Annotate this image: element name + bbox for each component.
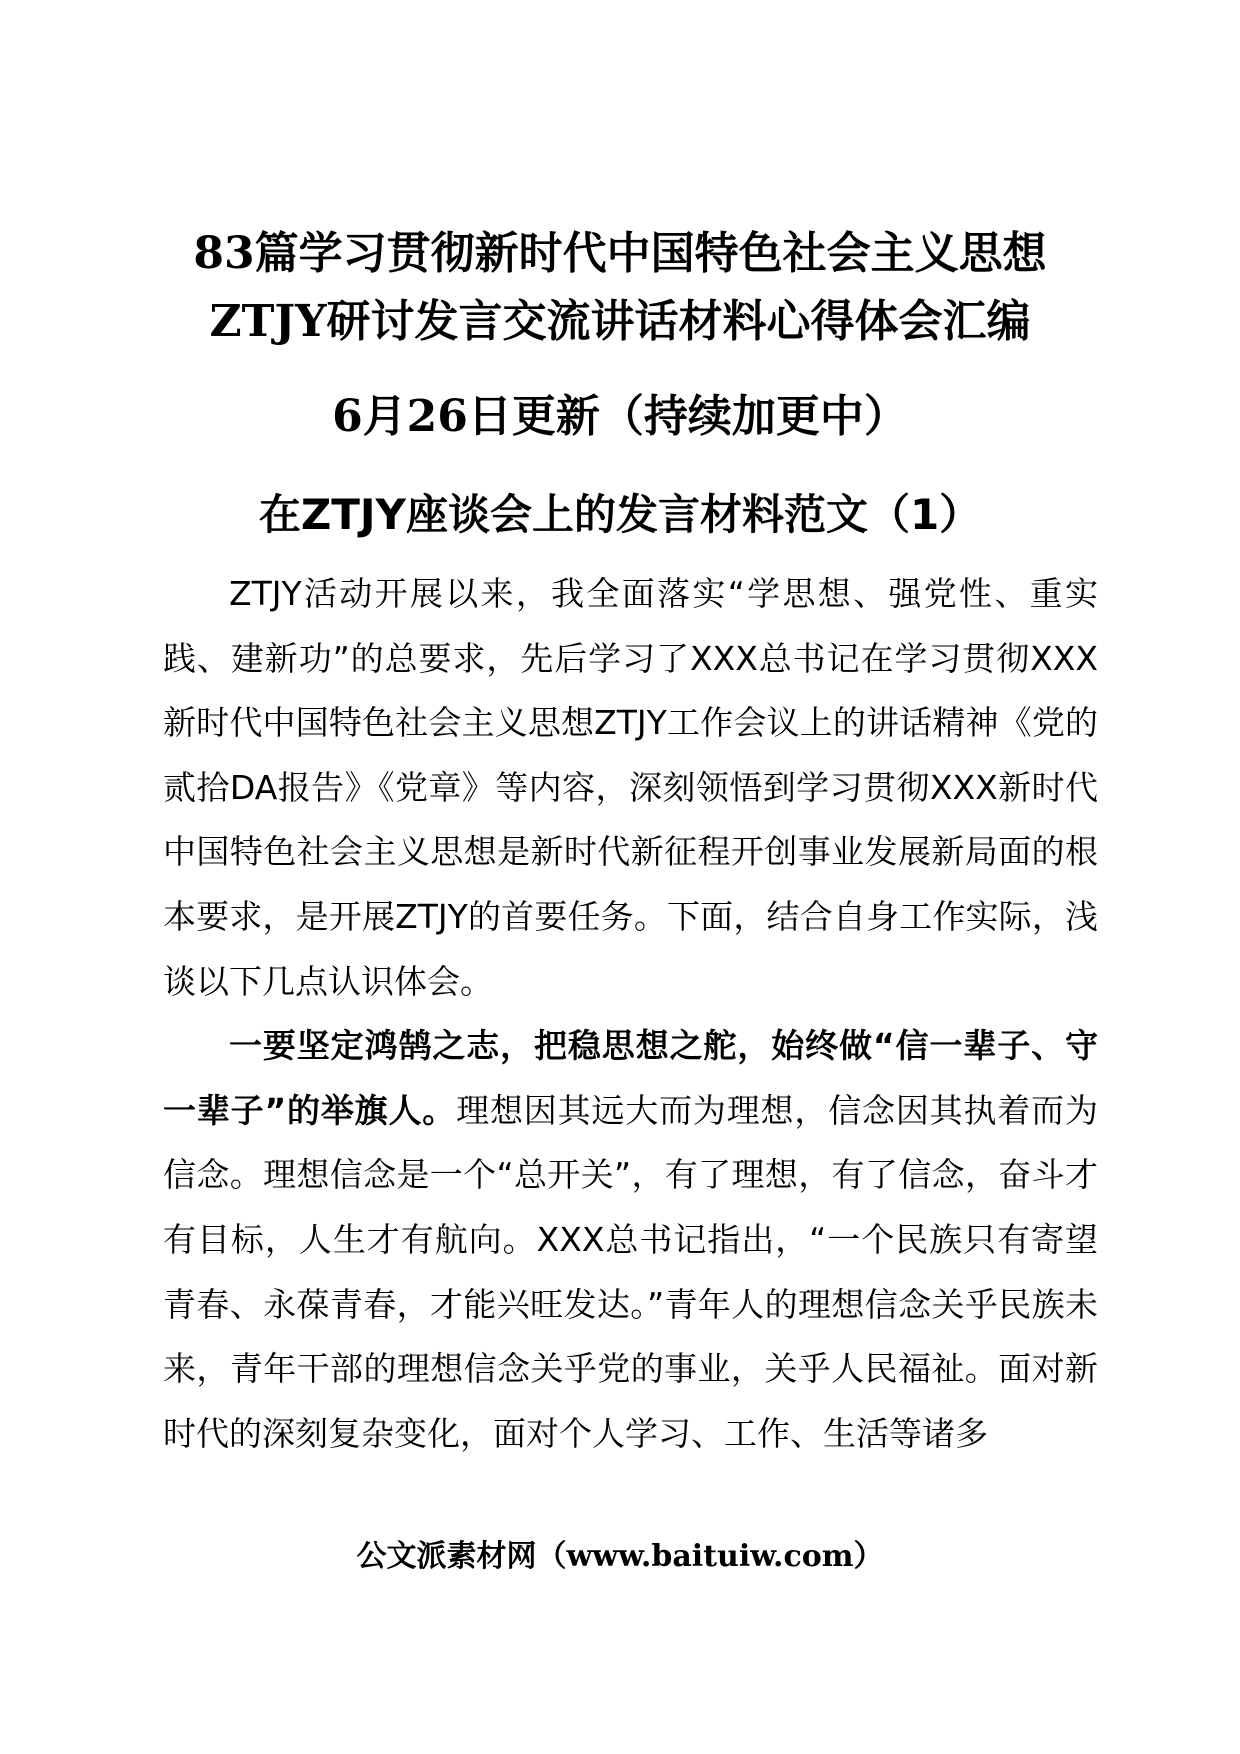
document-title-line-2: ZTJY研讨发言交流讲话材料心得体会汇编 — [209, 296, 1031, 347]
document-body — [163, 562, 1098, 1466]
paragraph-2-lead: 一要坚定鸿鹄之志，把稳思想之舵，始终做“信一辈子、守一辈子”的举旗人。 — [163, 1026, 1098, 1130]
paragraph-2 — [163, 1014, 1098, 1466]
paragraph-1-text: ZTJY活动开展以来，我全面落实“学思想、强党性、重实践、建新功”的总要求，先后学习了XXX总书记在学习贯彻XXX新时代中国特色社会主义思想ZTJY工作会议上的讲话精神《党的贰拾DA报告》《党章》等内容，深刻领悟到学习贯彻XXX新时代中国特色社会主义思想是新时代新征程开创事业发展新局面的根本要求，是开展ZTJY的首要任务。下面，结合自身工作实际，浅谈以下几点认识体会。 — [163, 574, 1098, 1001]
page-footer: 公文派素材网（www.baituiw.com） — [356, 1539, 884, 1574]
document-title-line-3: 6月26日更新（持续加更中） — [332, 391, 908, 442]
paragraph-1 — [163, 562, 1098, 1014]
section-subtitle: 在ZTJY座谈会上的发言材料范文（1） — [258, 490, 982, 539]
paragraph-2-text: 理想因其远大而为理想，信念因其执着而为信念。理想信念是一个“总开关”，有了理想，有了信念，奋斗才有目标，人生才有航向。XXX总书记指出，“一个民族只有寄望青春、永葆青春，才能兴旺发达。”青年人的理想信念关乎民族未来，青年干部的理想信念关乎党的事业，关乎人民福祉。面对新时代的深刻复杂变化，面对个人学习、工作、生活等诸多 — [163, 1090, 1098, 1453]
document-title-line-1: 83篇学习贯彻新时代中国特色社会主义思想 — [193, 228, 1047, 279]
